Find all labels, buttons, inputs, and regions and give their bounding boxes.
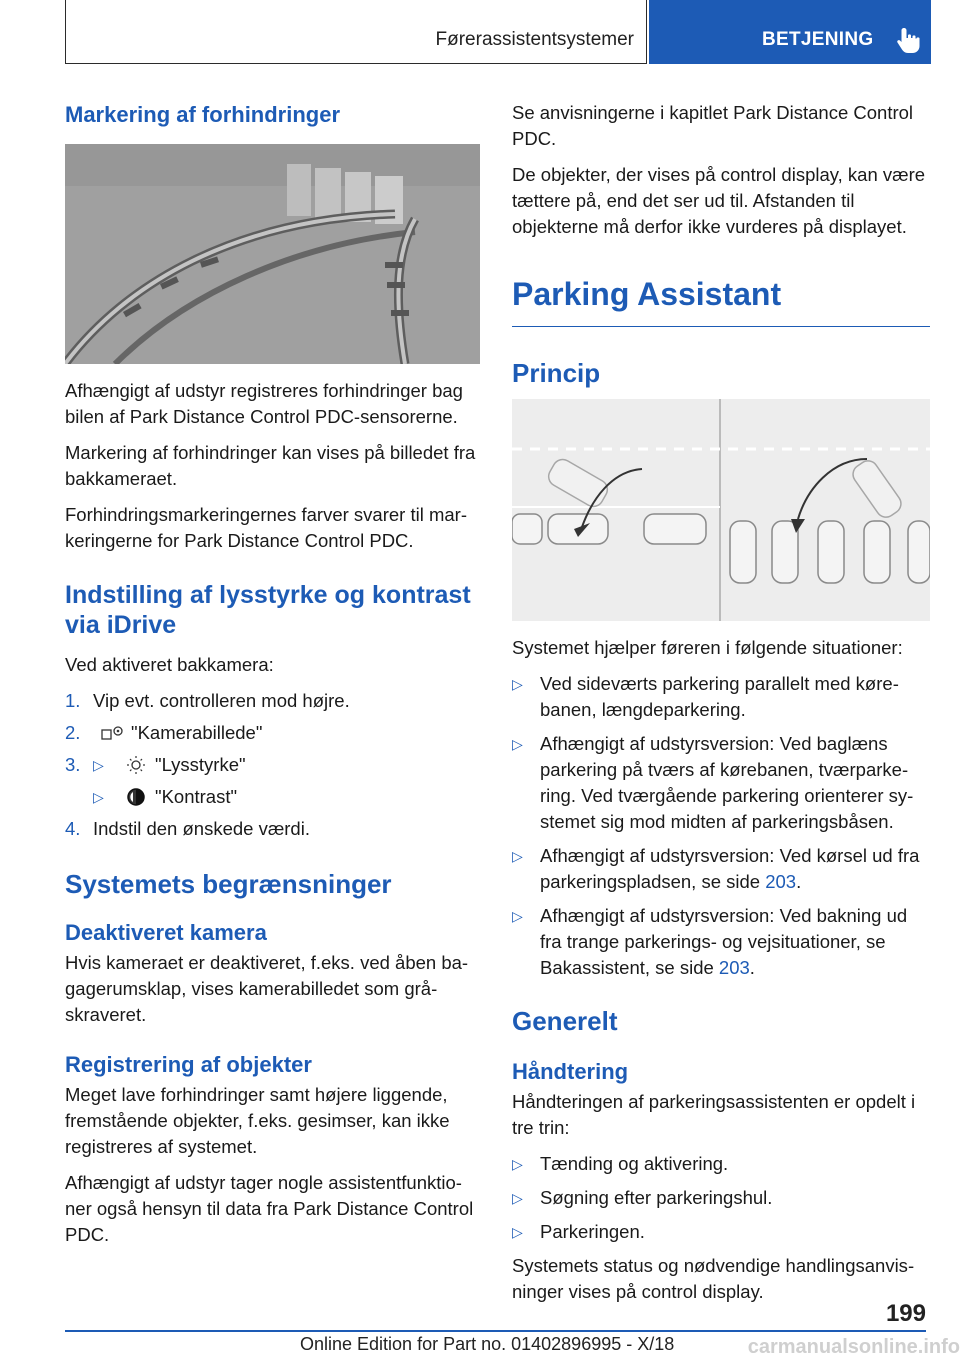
paragraph: Se anvisningerne i kapitlet Park Distance Control PDC. (512, 102, 914, 149)
list-item (65, 784, 480, 810)
step-number: 2. (65, 722, 81, 743)
hand-pointer-icon (895, 26, 921, 54)
triangle-bullet-icon: ▷ (93, 757, 104, 773)
step-number: 4. (65, 818, 81, 839)
camera-image-obstacles (65, 144, 480, 364)
heading-lysstyrke: Indstilling af lysstyrke og kontrast via iDrive (65, 581, 471, 639)
triangle-bullet-icon: ▷ (512, 676, 523, 692)
step-text: "Kamerabillede" (131, 722, 263, 743)
header-section-label: BETJENING (762, 29, 874, 50)
paragraph: Systemet hjælper føreren i følgende situationer: (512, 637, 903, 658)
right-column (512, 100, 930, 1315)
list-item (512, 1151, 930, 1177)
triangle-bullet-icon: ▷ (93, 789, 104, 805)
camera-settings-icon (99, 722, 125, 744)
paragraph: Håndteringen af parkeringsassistenten er opdelt i tre trin: (512, 1091, 916, 1138)
heading-princip: Princip (512, 358, 601, 388)
watermark: carmanualsonline.info (747, 1336, 960, 1358)
heading-begraensninger: Systemets begrænsninger (65, 869, 392, 899)
footer-edition: Online Edition for Part no. 01402896995 - X/18 (300, 1334, 675, 1354)
paragraph: Forhindringsmarkeringernes farver svarer til markeringerne for Park Distance Control PDC. (65, 504, 467, 551)
step-number: 3. (65, 754, 81, 775)
list-item-text: Parkeringen. (540, 1221, 645, 1242)
list-item-text-part: Afhængigt af udstyrsversion: Ved kørsel ud fra parkeringspladsen, se side (540, 845, 920, 892)
header-title: Førerassistentsystemer (435, 29, 634, 50)
punctuation: . (796, 871, 802, 892)
step-text: Indstil den ønskede værdi. (93, 818, 310, 839)
step-text: "Lysstyrke" (155, 754, 246, 775)
list-item-text (540, 903, 930, 981)
heading-markering: Markering af forhindringer (65, 102, 341, 127)
triangle-bullet-icon: ▷ (512, 908, 523, 924)
list-item (512, 731, 930, 835)
triangle-bullet-icon: ▷ (512, 1224, 523, 1240)
rear-camera-illustration (65, 144, 480, 364)
punctuation: . (749, 957, 755, 978)
paragraph: Systemets status og nødvendige handlingsanvisninger vises på control display. (512, 1255, 915, 1302)
list-item (512, 903, 930, 981)
heading-registrering: Registrering af objekter (65, 1052, 312, 1077)
step-text: Vip evt. controlleren mod højre. (93, 690, 350, 711)
steps-bullet-list (512, 1151, 930, 1245)
list-item (512, 1219, 930, 1245)
footer-rule (65, 1330, 926, 1332)
list-item (65, 752, 480, 778)
header-section-tab[interactable] (649, 0, 931, 64)
list-item (512, 1185, 930, 1211)
heading-generelt: Generelt (512, 1006, 618, 1036)
list-item-text-part: Afhængigt af udstyrsversion: Ved bakning ud fra trange parkerings- og vejsituationer, se Bakassistent, se side (540, 905, 908, 978)
list-item-text: Søgning efter parkeringshul. (540, 1187, 773, 1208)
parking-scenarios-illustration (512, 399, 930, 621)
chapter-heading: Parking Assistant (512, 274, 930, 327)
list-item (65, 816, 480, 842)
paragraph: Markering af forhindringer kan vises på billedet fra bakkameraet. (65, 442, 476, 489)
brightness-icon (123, 754, 149, 776)
steps-list (65, 688, 480, 842)
paragraph: Afhængigt af udstyr tager nogle assistentfunktioner også hensyn til data fra Park Distance Control PDC. (65, 1172, 474, 1245)
situations-list (512, 671, 930, 981)
paragraph: Meget lave forhindringer samt højere liggende, fremstående objekter, f.eks. gesimser, kan ikke registreres af systemet. (65, 1084, 450, 1157)
list-item (512, 843, 930, 895)
header-title-box (65, 0, 647, 64)
heading-haandtering: Håndtering (512, 1059, 629, 1084)
contrast-icon (123, 786, 149, 808)
list-item (65, 720, 480, 746)
heading-deaktiveret: Deaktiveret kamera (65, 920, 267, 945)
triangle-bullet-icon: ▷ (512, 1190, 523, 1206)
paragraph: Ved aktiveret bakkamera: (65, 654, 274, 675)
list-item-text: Afhængigt af udstyrsversion: Ved baglæns parkering på tværs af kørebanen, tværparkering. Ved tværgående parkering orienterer systemet sig mod midten af parkeringsbåsen. (540, 733, 914, 832)
step-number: 1. (65, 690, 81, 711)
list-item-text: Tænding og aktivering. (540, 1153, 729, 1174)
left-column (65, 100, 480, 1258)
triangle-bullet-icon: ▷ (512, 736, 523, 752)
list-item (65, 688, 480, 714)
paragraph: Afhængigt af udstyr registreres forhindringer bag bilen af Park Distance Control PDC-sensorerne. (65, 380, 463, 427)
paragraph: De objekter, der vises på control display, kan være tættere på, end det ser ud til. Afstanden til objekterne må derfor ikke vurderes på displayet. (512, 164, 926, 237)
step-text: "Kontrast" (155, 786, 238, 807)
page-link[interactable]: 203 (765, 871, 797, 892)
page-number: 199 (885, 1300, 926, 1327)
page-link[interactable]: 203 (718, 957, 750, 978)
list-item-text (540, 843, 930, 895)
parking-illustration (512, 399, 930, 621)
paragraph: Hvis kameraet er deaktiveret, f.eks. ved åben bagagerumsklap, vises kamerabilledet som gråskraveret. (65, 952, 469, 1025)
list-item-text: Ved sideværts parkering parallelt med kørebanen, længdeparkering. (540, 673, 899, 720)
list-item (512, 671, 930, 723)
triangle-bullet-icon: ▷ (512, 848, 523, 864)
triangle-bullet-icon: ▷ (512, 1156, 523, 1172)
